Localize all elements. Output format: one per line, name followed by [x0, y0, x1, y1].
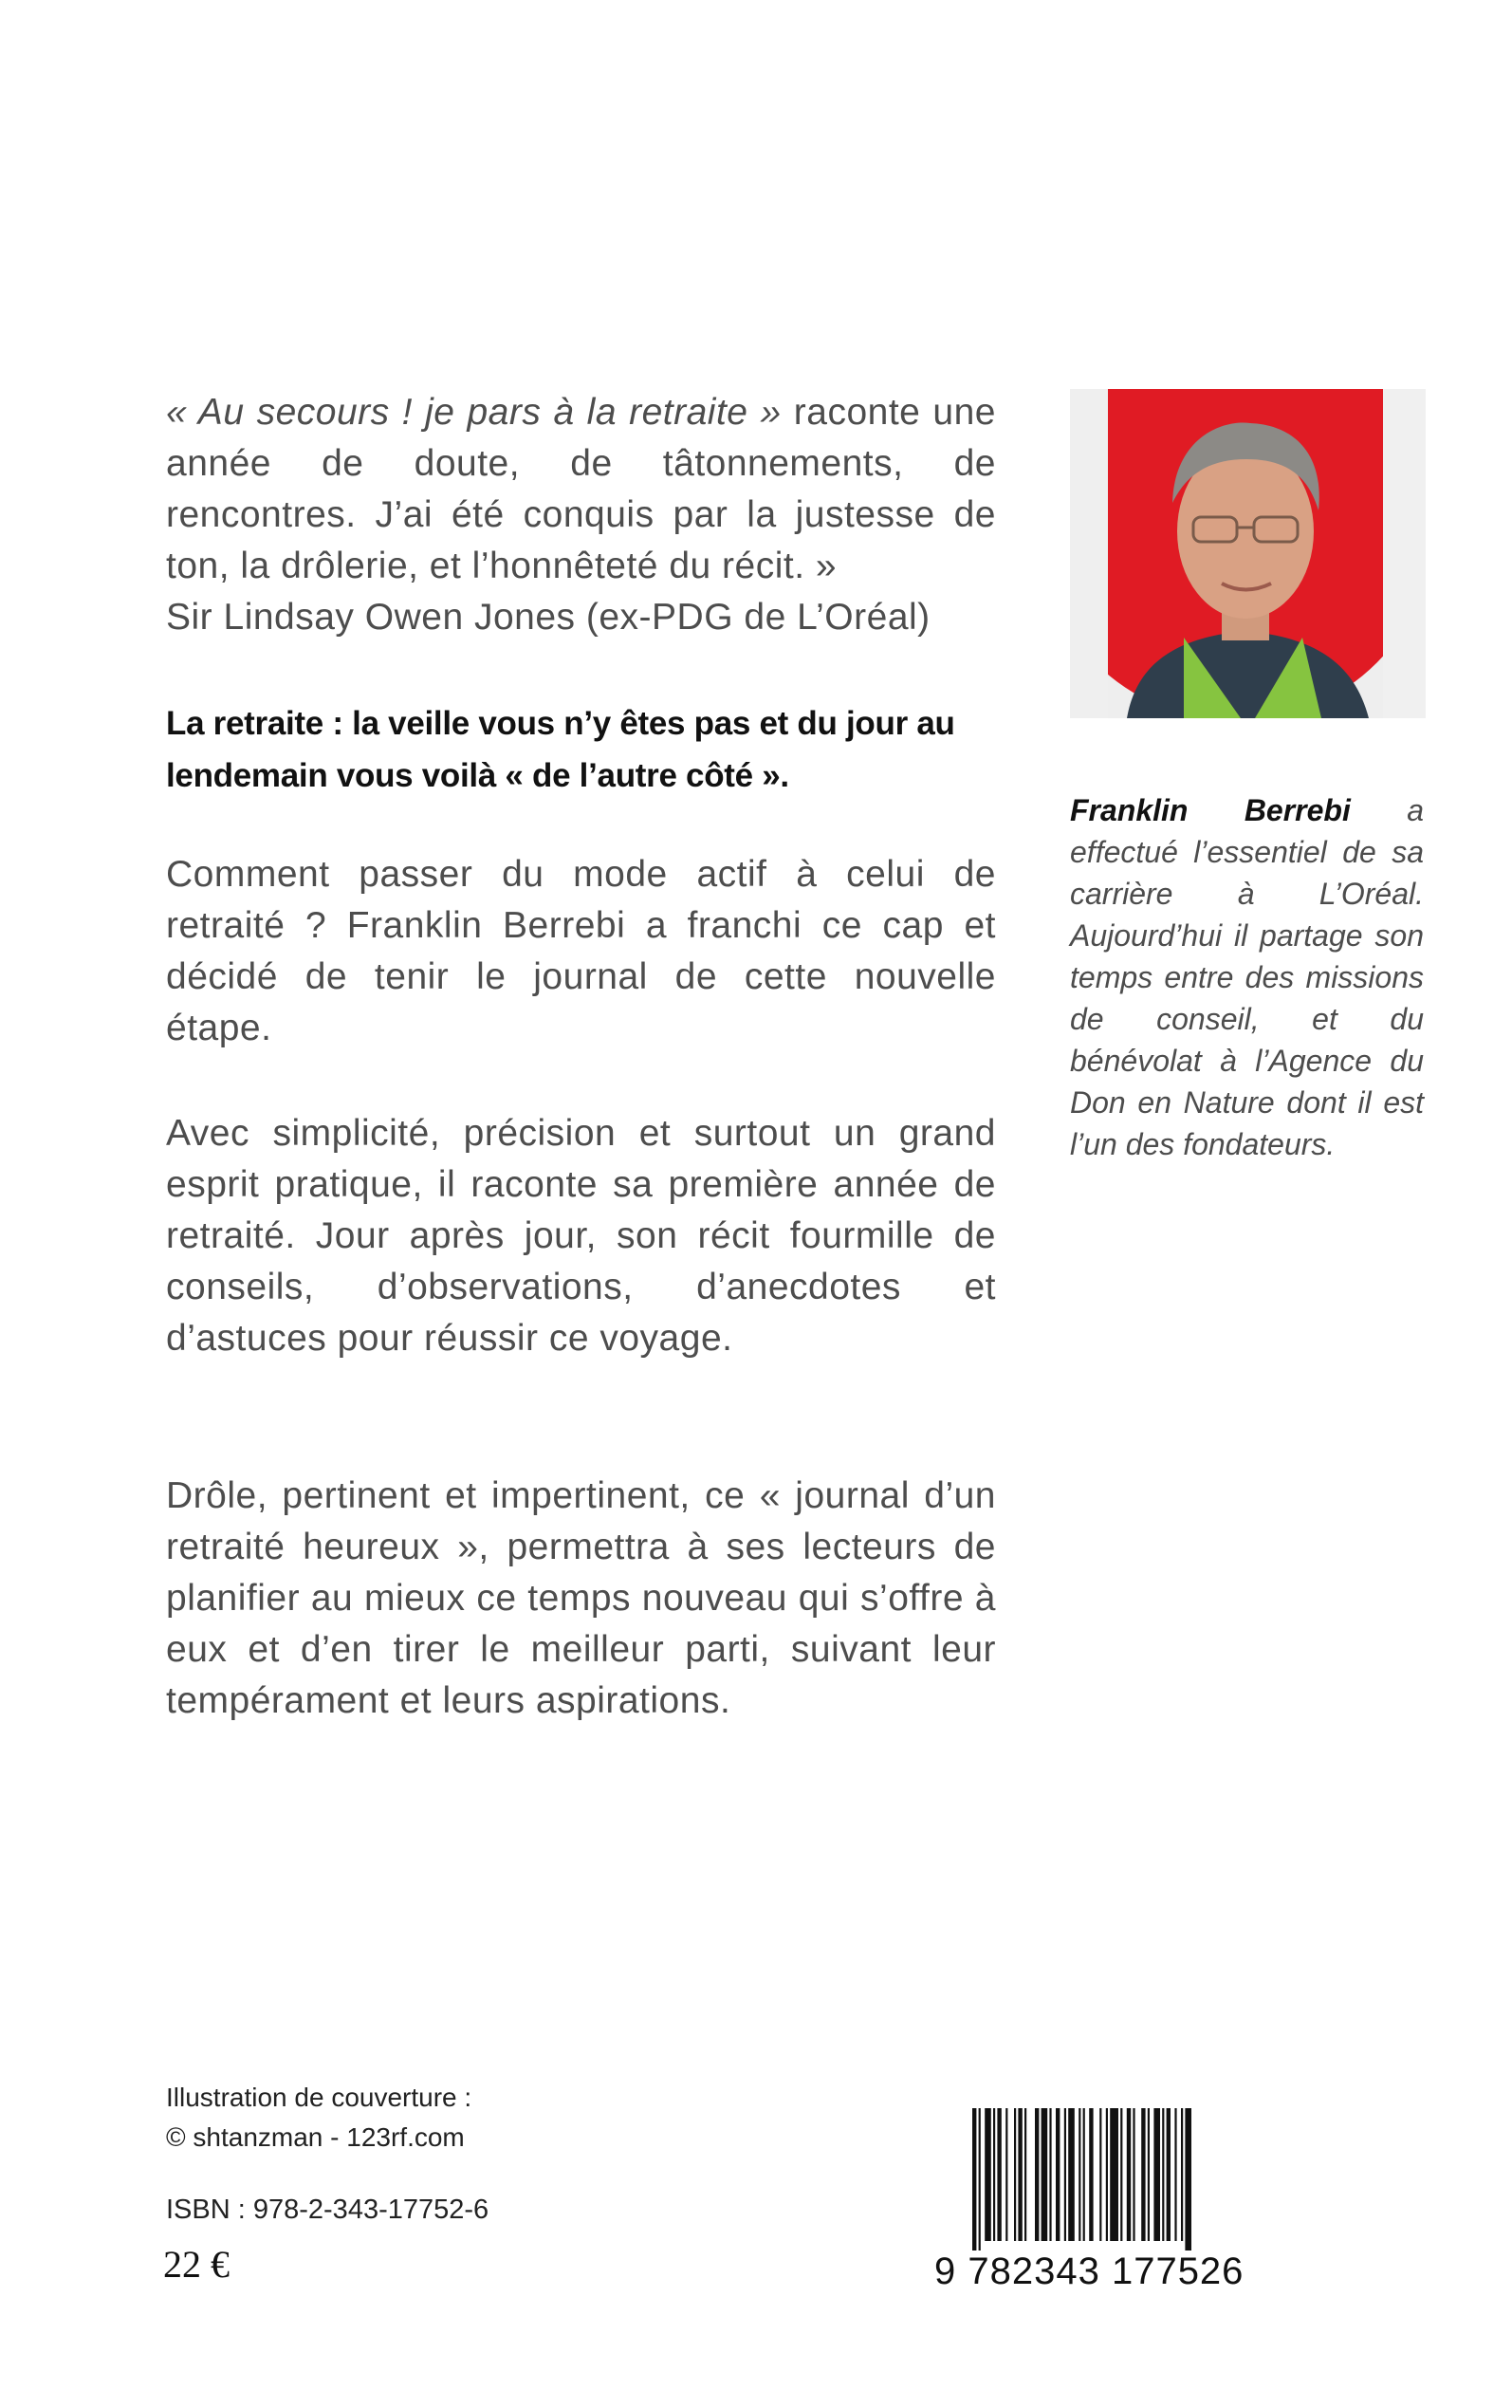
barcode-bar [1083, 2108, 1085, 2241]
barcode-bar [972, 2108, 976, 2251]
barcode-bar [997, 2108, 1001, 2241]
barcode-bar [1127, 2108, 1131, 2241]
barcode-bar [1110, 2108, 1118, 2241]
barcode-bar [1018, 2108, 1022, 2241]
barcode-digits: 9 782343 177526 [934, 2251, 1245, 2292]
quote-attribution: Sir Lindsay Owen Jones (ex-PDG de L’Oréal) [166, 597, 931, 638]
barcode-bar [1133, 2108, 1134, 2241]
barcode-bar [1035, 2108, 1039, 2241]
endorsement-quote [166, 387, 996, 643]
barcode-bar [1120, 2108, 1122, 2241]
barcode-bar [979, 2108, 981, 2251]
barcode-bar [1042, 2108, 1048, 2241]
barcode-bar [1141, 2108, 1145, 2241]
author-bio [1070, 789, 1424, 1165]
barcode-bar [1153, 2108, 1160, 2241]
barcode-bar [1162, 2108, 1164, 2241]
author-photo [1070, 389, 1426, 718]
headline: La retraite : la veille vous n’y êtes pas et du jour au lendemain vous voilà « de l’autre côté ». [166, 705, 955, 794]
barcode-bar [1167, 2108, 1171, 2241]
author-bio-text: a effectué l’essentiel de sa carrière à L’Oréal. Aujourd’hui il partage son temps entre des missions de conseil, et du bénévolat à l’Agence du Don en Nature dont il est l’un des fondateurs. [1070, 793, 1424, 1161]
barcode-bar [1024, 2108, 1026, 2241]
barcode-bar [1068, 2108, 1075, 2241]
barcode-bar [1106, 2108, 1108, 2241]
barcode-bar [1089, 2108, 1093, 2241]
barcode-bar [1005, 2108, 1007, 2241]
barcode-bar [1181, 2108, 1183, 2241]
barcode-bars [934, 2108, 1300, 2251]
body-paragraph-2: Avec simplicité, précision et surtout un grand esprit pratique, il raconte sa première année de retraité. Jour après jour, son récit fourmille de conseils, d’observations, d’anecdotes et d’astuces pour réussir ce voyage. [166, 1113, 996, 1359]
cover-illustration-credit [166, 2078, 471, 2158]
barcode-bar [1014, 2108, 1016, 2241]
body-paragraph-3: Drôle, pertinent et impertinent, ce « journal d’un retraité heureux », permettra à ses lecteurs de planifier au mieux ce temps nouveau qui s’offre à eux et d’en tirer le meilleur parti, suivant leur tempérament et leurs aspirations. [166, 1475, 996, 1721]
barcode-bar [993, 2108, 995, 2241]
author-name: Franklin Berrebi [1070, 793, 1351, 827]
price: 22 € [163, 2243, 230, 2286]
barcode-bar [1049, 2108, 1051, 2241]
barcode-bar [1079, 2108, 1080, 2241]
barcode-bar [1174, 2108, 1176, 2241]
isbn: ISBN : 978-2-343-17752-6 [166, 2195, 489, 2225]
barcode-bar [1099, 2108, 1101, 2241]
body-paragraph-1: Comment passer du mode actif à celui de retraité ? Franklin Berrebi a franchi ce cap et décidé de tenir le journal de cette nouvelle étape. [166, 854, 996, 1048]
quoted-book-title: « Au secours ! je pars à la retraite » [166, 392, 782, 433]
barcode-bar [1185, 2108, 1191, 2251]
barcode-bar [1064, 2108, 1066, 2241]
quote-text: raconte une année de doute, de tâtonnements, de rencontres. J’ai été conquis par la justesse de ton, la drôlerie, et l’honnêteté du récit. » [166, 392, 996, 586]
barcode-bar [1056, 2108, 1060, 2241]
credit-label: Illustration de couverture : [166, 2083, 472, 2112]
credit-source: © shtanzman - 123rf.com [166, 2122, 465, 2152]
barcode-bar [985, 2108, 991, 2241]
barcode-bar [1148, 2108, 1150, 2241]
